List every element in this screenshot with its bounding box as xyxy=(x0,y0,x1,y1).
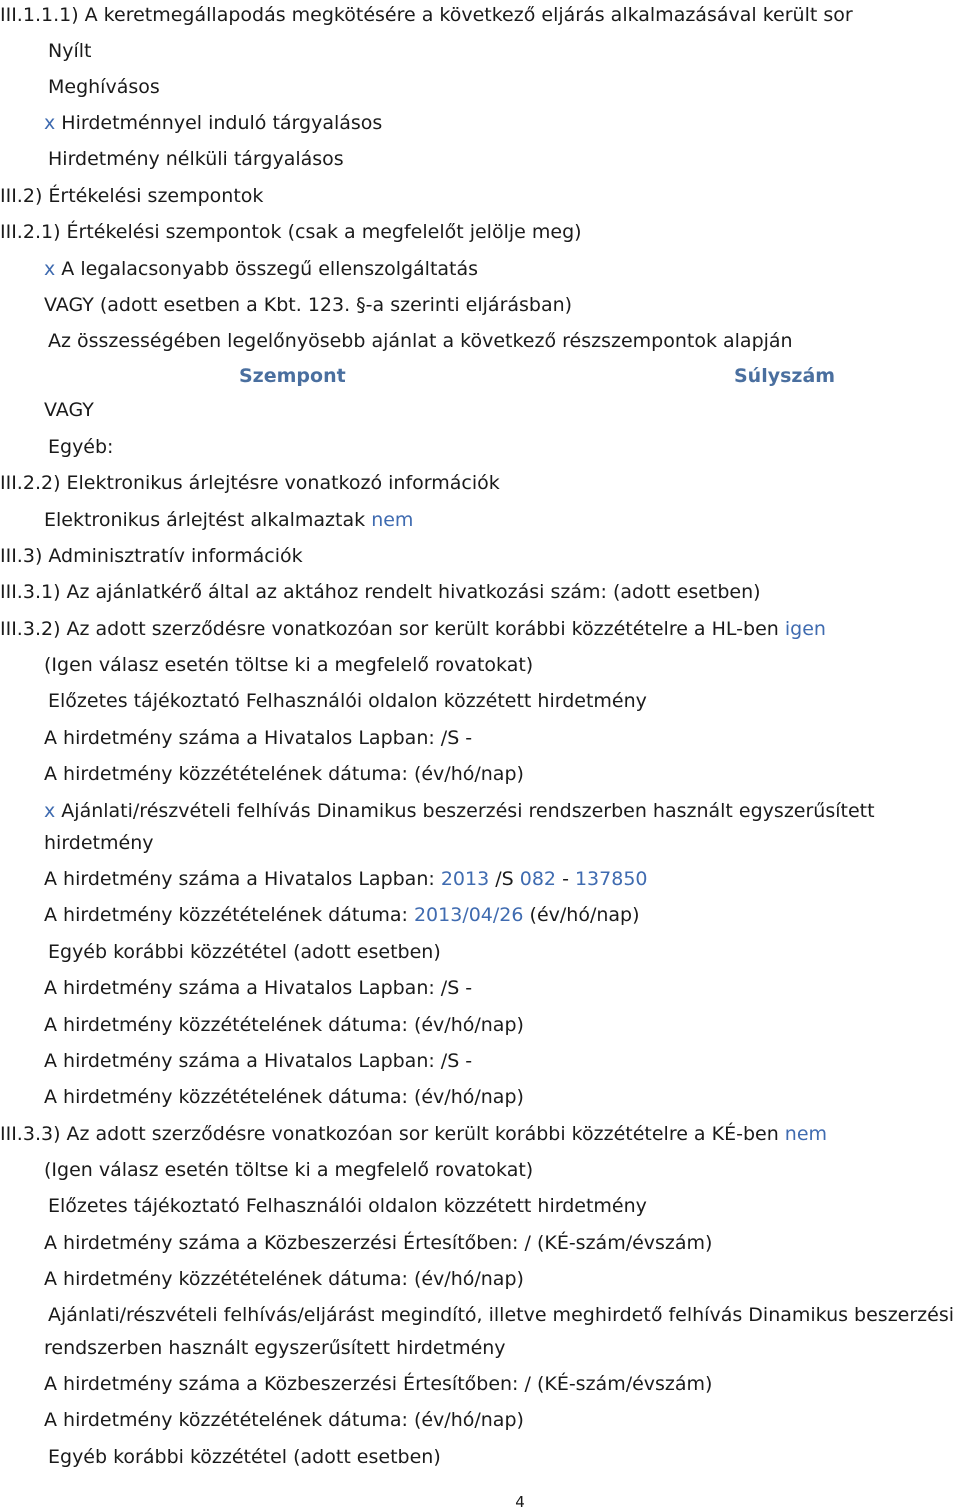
text-line: A hirdetmény száma a Hivatalos Lapban: /S - xyxy=(44,727,473,749)
text-line xyxy=(44,508,413,532)
section-heading: III.3.1) Az ajánlatkérő által az aktához rendelt hivatkozási szám: (adott esetben) xyxy=(0,581,761,603)
section-heading: III.1.1.1) A keretmegállapodás megkötésére a következő eljárás alkalmazásával került sor xyxy=(0,4,853,26)
text-line: A hirdetmény közzétételének dátuma: (év/hó/nap) xyxy=(44,1268,524,1290)
notice-number-2: 137850 xyxy=(574,868,648,890)
text-line: Az összességében legelőnyösebb ajánlat a következő részszempontok alapján xyxy=(48,330,793,352)
text-line: A hirdetmény száma a Hivatalos Lapban: /S - xyxy=(44,977,473,999)
answer-value: igen xyxy=(784,618,826,640)
text-label: A hirdetmény közzétételének dátuma: xyxy=(44,904,408,926)
text-label: /S xyxy=(495,868,514,890)
option-line-selected xyxy=(44,799,875,823)
option-line: Hirdetmény nélküli tárgyalásos xyxy=(48,148,344,170)
text-line xyxy=(44,867,648,891)
option-line-selected xyxy=(44,257,478,281)
notice-year: 2013 xyxy=(440,868,490,890)
text-line: VAGY xyxy=(44,399,94,421)
option-label: Ajánlati/részvételi felhívás Dinamikus beszerzési rendszerben használt egyszerűsített xyxy=(61,800,875,822)
text-line: A hirdetmény közzétételének dátuma: (év/hó/nap) xyxy=(44,1086,524,1108)
text-line: VAGY (adott esetben a Kbt. 123. §-a szerinti eljárásban) xyxy=(44,294,573,316)
section-heading: III.2) Értékelési szempontok xyxy=(0,185,264,207)
notice-number-1: 082 xyxy=(519,868,557,890)
section-heading: III.2.2) Elektronikus árlejtésre vonatkozó információk xyxy=(0,472,500,494)
text-line: A hirdetmény száma a Hivatalos Lapban: /S - xyxy=(44,1050,473,1072)
text-line: A hirdetmény közzétételének dátuma: (év/hó/nap) xyxy=(44,763,524,785)
text-line xyxy=(44,903,640,927)
text-label: III.3.2) Az adott szerződésre vonatkozóan sor került korábbi közzétételre a HL-ben xyxy=(0,618,779,640)
text-line: A hirdetmény közzétételének dátuma: (év/hó/nap) xyxy=(44,1014,524,1036)
selected-mark: x xyxy=(44,800,56,822)
option-label: Hirdetménnyel induló tárgyalásos xyxy=(61,112,383,134)
text-line: Ajánlati/részvételi felhívás/eljárást megindító, illetve meghirdető felhívás Dinamikus beszerzési xyxy=(48,1304,955,1326)
column-header-sulyszam: Súlyszám xyxy=(734,365,836,387)
answer-value: nem xyxy=(371,509,414,531)
answer-value: nem xyxy=(784,1123,828,1145)
text-line: rendszerben használt egyszerűsített hirdetmény xyxy=(44,1337,506,1359)
text-line: A hirdetmény közzétételének dátuma: (év/hó/nap) xyxy=(44,1409,524,1431)
page-number: 4 xyxy=(515,1493,525,1511)
text-line: (Igen válasz esetén töltse ki a megfelelő rovatokat) xyxy=(44,654,534,676)
option-label: A legalacsonyabb összegű ellenszolgáltatás xyxy=(61,258,479,280)
section-heading: III.3) Adminisztratív információk xyxy=(0,545,303,567)
section-heading xyxy=(0,1122,827,1146)
text-line: Egyéb korábbi közzététel (adott esetben) xyxy=(48,1446,441,1468)
text-label: Elektronikus árlejtést alkalmaztak xyxy=(44,509,366,531)
text-label: III.3.3) Az adott szerződésre vonatkozóan sor került korábbi közzétételre a KÉ-ben xyxy=(0,1123,779,1145)
section-heading: III.2.1) Értékelési szempontok (csak a megfelelőt jelölje meg) xyxy=(0,221,582,243)
option-line-selected xyxy=(44,111,382,135)
selected-mark: x xyxy=(44,258,56,280)
text-line: Egyéb: xyxy=(48,436,114,458)
text-line: A hirdetmény száma a Közbeszerzési Értesítőben: / (KÉ-szám/évszám) xyxy=(44,1232,713,1254)
text-label: - xyxy=(562,868,569,890)
column-header-szempont: Szempont xyxy=(239,365,346,387)
text-line: (Igen válasz esetén töltse ki a megfelelő rovatokat) xyxy=(44,1159,534,1181)
section-heading xyxy=(0,617,826,641)
option-line: Nyílt xyxy=(48,40,92,62)
text-label: (év/hó/nap) xyxy=(529,904,640,926)
text-label: A hirdetmény száma a Hivatalos Lapban: xyxy=(44,868,435,890)
text-line: hirdetmény xyxy=(44,832,154,854)
option-line: Meghívásos xyxy=(48,76,160,98)
text-line: Előzetes tájékoztató Felhasználói oldalon közzétett hirdetmény xyxy=(48,1195,647,1217)
text-line: A hirdetmény száma a Közbeszerzési Értesítőben: / (KÉ-szám/évszám) xyxy=(44,1373,713,1395)
selected-mark: x xyxy=(44,112,56,134)
text-line: Előzetes tájékoztató Felhasználói oldalon közzétett hirdetmény xyxy=(48,690,647,712)
text-line: Egyéb korábbi közzététel (adott esetben) xyxy=(48,941,441,963)
notice-date: 2013/04/26 xyxy=(413,904,524,926)
